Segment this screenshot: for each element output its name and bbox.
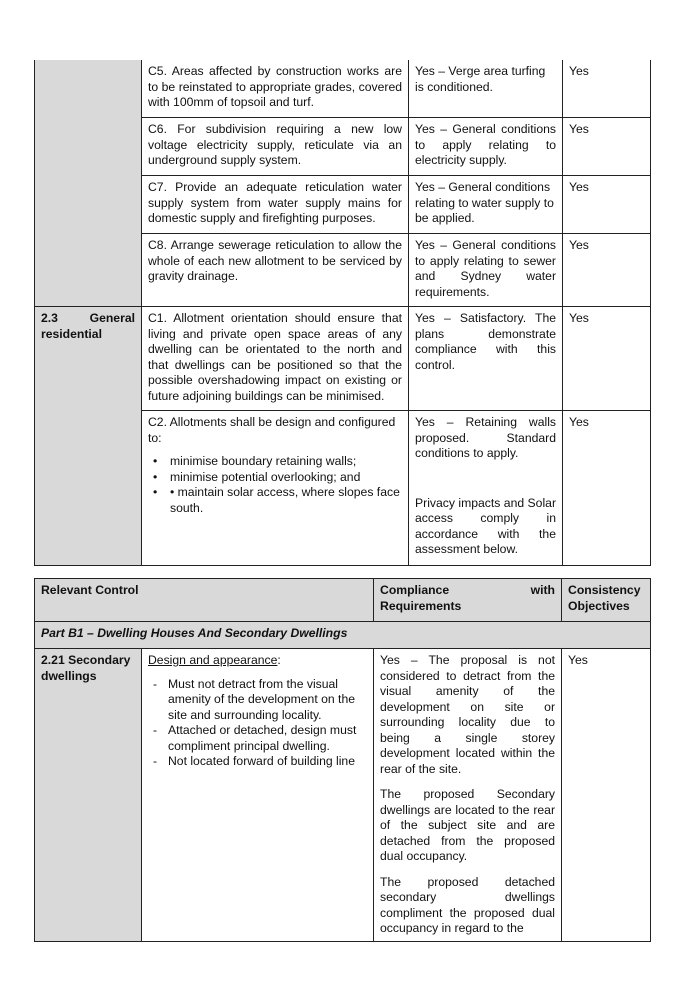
table-row — [35, 60, 651, 118]
compliance-cell — [374, 649, 562, 942]
list-item: • minimise potential overlooking; and — [148, 470, 402, 486]
compliance-cell: Yes – General conditions to apply relating to sewer and Sydney water requirements. — [409, 234, 563, 307]
consistency-cell: Yes — [563, 118, 651, 176]
compliance-paragraph: The proposed Secondary dwellings are located to the rear of the subject site and are detached from the proposed dual occupancy. — [380, 787, 556, 863]
control-cell: C8. Arrange sewerage reticulation to allow the whole of each new allotment to be serviced by gravity drainage. — [142, 234, 409, 307]
section-cell: 2.3 General residential — [35, 307, 142, 566]
list-item: • • maintain solar access, where slopes face south. — [148, 485, 402, 516]
compliance-cell: Yes – Satisfactory. The plans demonstrate compliance with this control. — [409, 307, 563, 411]
header-consistency: Consistency Objectives — [562, 579, 651, 622]
relevant-control-table — [34, 578, 651, 942]
compliance-paragraph: Yes – The proposal is not considered to detract from the visual amenity of the development on site or surrounding locality due to being a single storey development located within the rear of the site. — [380, 653, 556, 776]
list-item: • minimise boundary retaining walls; — [148, 454, 402, 470]
consistency-cell: Yes — [562, 649, 651, 942]
consistency-cell: Yes — [563, 307, 651, 411]
compliance-cell: Yes – Verge area turfing is conditioned. — [409, 60, 563, 118]
section-cell: 2.21 Secondary dwellings — [35, 649, 142, 942]
compliance-text-2: Privacy impacts and Solar access comply in accordance with the assessment below. — [415, 495, 556, 556]
control-cell: C7. Provide an adequate reticulation water supply system from water supply mains for domestic supply and firefighting purposes. — [142, 176, 409, 234]
bullet-list — [148, 454, 402, 516]
table-row — [35, 649, 651, 942]
control-cell — [142, 649, 374, 942]
consistency-cell: Yes — [563, 176, 651, 234]
compliance-cell — [409, 411, 563, 566]
header-relevant-control: Relevant Control — [35, 579, 374, 622]
consistency-cell: Yes — [563, 411, 651, 566]
control-cell: C5. Areas affected by construction works are to be reinstated to appropriate grades, covered with 100mm of topsoil and turf. — [142, 60, 409, 118]
control-cell: C1. Allotment orientation should ensure that living and private open space areas of any dwelling can be orientated to the north and that dwellings can be positioned so that the possible overshadowing impact on existing or future adjoining buildings can be minimised. — [142, 307, 409, 411]
compliance-text: Yes – Retaining walls proposed. Standard conditions to apply. — [415, 415, 556, 460]
consistency-cell: Yes — [563, 60, 651, 118]
consistency-cell: Yes — [563, 234, 651, 307]
compliance-table-continued — [34, 60, 651, 566]
header-compliance: Compliance with Requirements — [374, 579, 562, 622]
requirement-list — [148, 677, 367, 770]
table-header-row — [35, 579, 651, 622]
section-cell-continued — [35, 60, 142, 307]
design-heading-colon: : — [277, 653, 281, 667]
part-heading: Part B1 – Dwelling Houses And Secondary Dwellings — [35, 622, 651, 649]
compliance-paragraph: The proposed detached secondary dwellings compliment the proposed dual occupancy in regard to the — [380, 874, 556, 935]
compliance-cell: Yes – General conditions to apply relating to electricity supply. — [409, 118, 563, 176]
list-item: - Must not detract from the visual amenity of the development on the site and surrounding locality. — [148, 677, 367, 724]
list-item: - Not located forward of building line — [148, 754, 367, 770]
part-heading-row — [35, 622, 651, 649]
design-heading: Design and appearance — [148, 653, 278, 667]
control-cell — [142, 411, 409, 566]
list-item: - Attached or detached, design must compliment principal dwelling. — [148, 723, 367, 754]
design-heading-line — [148, 653, 367, 669]
control-cell: C6. For subdivision requiring a new low voltage electricity supply, reticulate via an underground supply system. — [142, 118, 409, 176]
control-intro: C2. Allotments shall be design and configured to: — [148, 415, 396, 445]
table-row — [35, 307, 651, 411]
compliance-cell: Yes – General conditions relating to water supply to be applied. — [409, 176, 563, 234]
